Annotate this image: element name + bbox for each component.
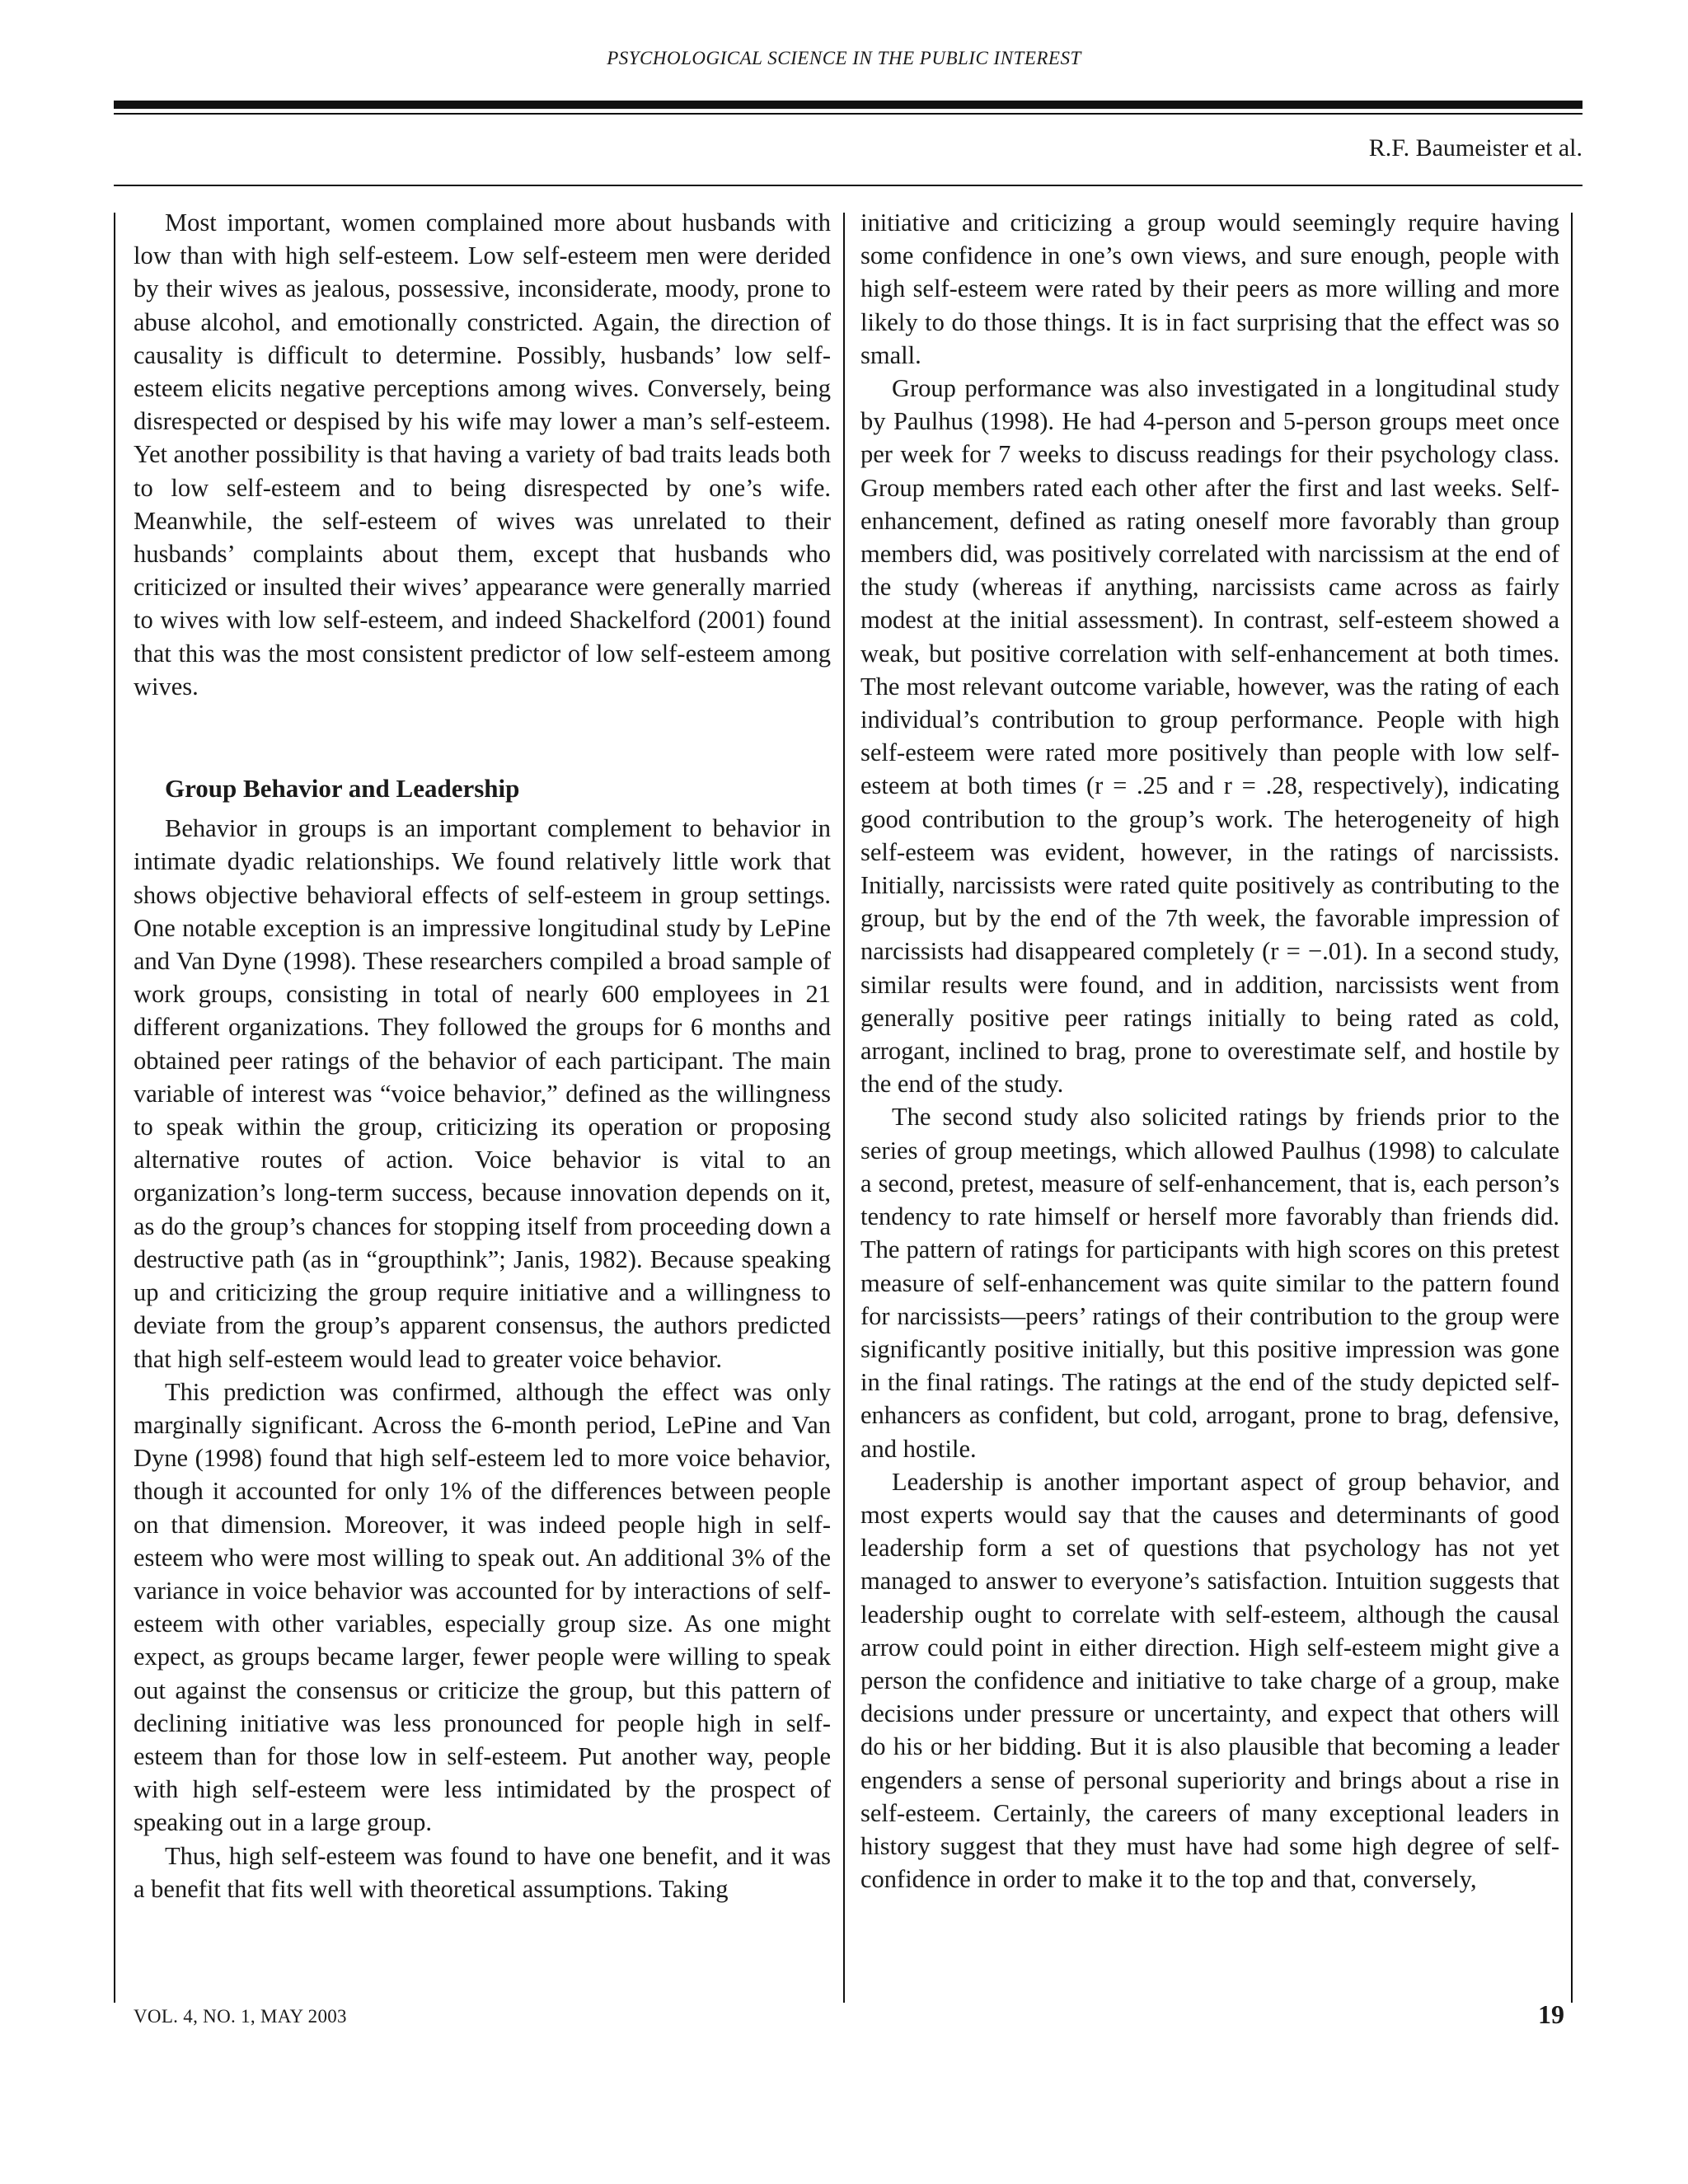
paragraph: Most important, women complained more about husbands with low than with high self-esteem. Low self-esteem men were derided by their wives as jealous, possessive, inconsiderate, moody, prone to abuse alcohol, and emotionally constricted. Again, the direction of causality is difficult to determine. Possibly, husbands’ low self-esteem elicits negative perceptions among wives. Conversely, being disrespected or despised by his wife may lower a man’s self-esteem. Yet another possibility is that having a variety of bad traits leads both to low self-esteem and to being disrespected by one’s wife. Meanwhile, the self-esteem of wives was unrelated to their husbands’ complaints about them, except that husbands who criticized or insulted their wives’ appearance were generally married to wives with low self-esteem, and indeed Shackelford (2001) found that this was the most consistent predictor of low self-esteem among wives. (134, 209, 831, 701)
author-rule (114, 185, 1582, 186)
paragraph-continued: initiative and criticizing a group would seemingly require having some confidence in one’s own views, and sure enough, people with high self-esteem were rated by their peers as more willing and more likely to do those things. It is in fact surprising that the effect was so small. (860, 209, 1559, 369)
section-heading: Group Behavior and Leadership (165, 774, 520, 804)
header-rule-thin (114, 113, 1582, 115)
paragraph: Behavior in groups is an important complement to behavior in intimate dyadic relationships. We found relatively little work that shows objective behavioral effects of self-esteem in group settings. One notable exception is an impressive longitudinal study by LePine and Van Dyne (1998). These researchers compiled a broad sample of work groups, consisting in total of nearly 600 employees in 21 different organizations. They followed the groups for 6 months and obtained peer ratings of the behavior of each participant. The main variable of interest was “voice behavior,” defined as the willingness to speak within the group, criticizing its operation or proposing alternative routes of action. Voice behavior is vital to an organization’s long-term success, because innovation depends on it, as do the group’s chances for stopping itself from proceeding down a destructive path (as in “groupthink”; Janis, 1982). Because speaking up and criticizing the group require initiative and a willingness to deviate from the group’s apparent consensus, the authors predicted that high self-esteem would lead to greater voice behavior. (134, 814, 831, 1373)
paragraph: Leadership is another important aspect of group behavior, and most experts would say that the causes and determinants of good leadership form a set of questions that psychology has not yet managed to answer to everyone’s satisfaction. Intuition suggests that leadership ought to correlate with self-esteem, although the causal arrow could point in either direction. High self-esteem might give a person the confidence and initiative to take charge of a group, make decisions under pressure or uncertainty, and expect that others will do his or her bidding. But it is also plausible that becoming a leader engenders a sense of personal superiority and brings about a rise in self-esteem. Certainly, the careers of many exceptional leaders in history suggest that they must have had some high degree of self-confidence in order to make it to the top and that, conversely, (860, 1467, 1559, 1894)
paragraph: Thus, high self-esteem was found to have one benefit, and it was a benefit that fits well with theoretical assumptions. Taking (134, 1841, 831, 1903)
column-divider-rule (843, 213, 845, 2003)
left-column (134, 206, 831, 1905)
paragraph: The second study also solicited ratings by friends prior to the series of group meetings, which allowed Paulhus (1998) to calculate a second, pretest, measure of self-enhancement, that is, each person’s tendency to rate himself or herself more favorably than friends did. The pattern of ratings for participants with high scores on this pretest measure of self-enhancement was quite similar to the pattern found for narcissists—peers’ ratings of their contribution to the group were significantly positive initially, but this positive impression was gone in the final ratings. The ratings at the end of the study depicted self-enhancers as confident, but cold, arrogant, prone to brag, defensive, and hostile. (860, 1103, 1559, 1463)
paragraph: Group performance was also investigated in a longitudinal study by Paulhus (1998). He had 4-person and 5-person groups meet once per week for 7 weeks to discuss readings for their psychology class. Group members rated each other after the first and last weeks. Self-enhancement, defined as rating oneself more favorably than group members did, was positively correlated with narcissism at the end of the study (whereas if anything, narcissists came across as fairly modest at the initial assessment). In contrast, self-esteem showed a weak, but positive correlation with self-enhancement at both times. The most relevant outcome variable, however, was the rating of each individual’s contribution to group performance. People with high self-esteem were rated more positively than people with low self-esteem at both times (r = .25 and r = .28, respectively), indicating good contribution to the group’s work. The heterogeneity of high self-esteem was evident, however, in the ratings of narcissists. Initially, narcissists were rated quite positively as contributing to the group, but by the end of the 7th week, the favorable impression of narcissists had disappeared completely (r = −.01). In a second study, similar results were found, and in addition, narcissists went from generally positive peer ratings initially to being rated as cold, arrogant, inclined to brag, prone to overestimate self, and hostile by the end of the study. (860, 374, 1559, 1099)
right-margin-rule (1571, 213, 1573, 2003)
header-rule-thick (114, 101, 1582, 109)
left-margin-rule (114, 213, 115, 2003)
right-column (860, 206, 1559, 1896)
section-spacer (134, 703, 831, 736)
volume-info: VOL. 4, NO. 1, MAY 2003 (134, 2006, 347, 2027)
journal-header: PSYCHOLOGICAL SCIENCE IN THE PUBLIC INTEREST (607, 48, 1081, 68)
running-author: R.F. Baumeister et al. (1368, 134, 1582, 162)
paragraph: This prediction was confirmed, although the effect was only marginally significant. Across the 6-month period, LePine and Van Dyne (1998) found that high self-esteem led to more voice behavior, though it accounted for only 1% of the differences between people on that dimension. Moreover, it was indeed people high in self-esteem who were most willing to speak out. An additional 3% of the variance in voice behavior was accounted for by interactions of self-esteem with other variables, especially group size. As one might expect, as groups became larger, fewer people were willing to speak out against the consensus or criticize the group, but this pattern of declining initiative was less pronounced for people high in self-esteem than for those low in self-esteem. Put another way, people with high self-esteem were less intimidated by the prospect of speaking out in a large group. (134, 1377, 831, 1837)
page-number: 19 (1538, 1999, 1564, 2029)
